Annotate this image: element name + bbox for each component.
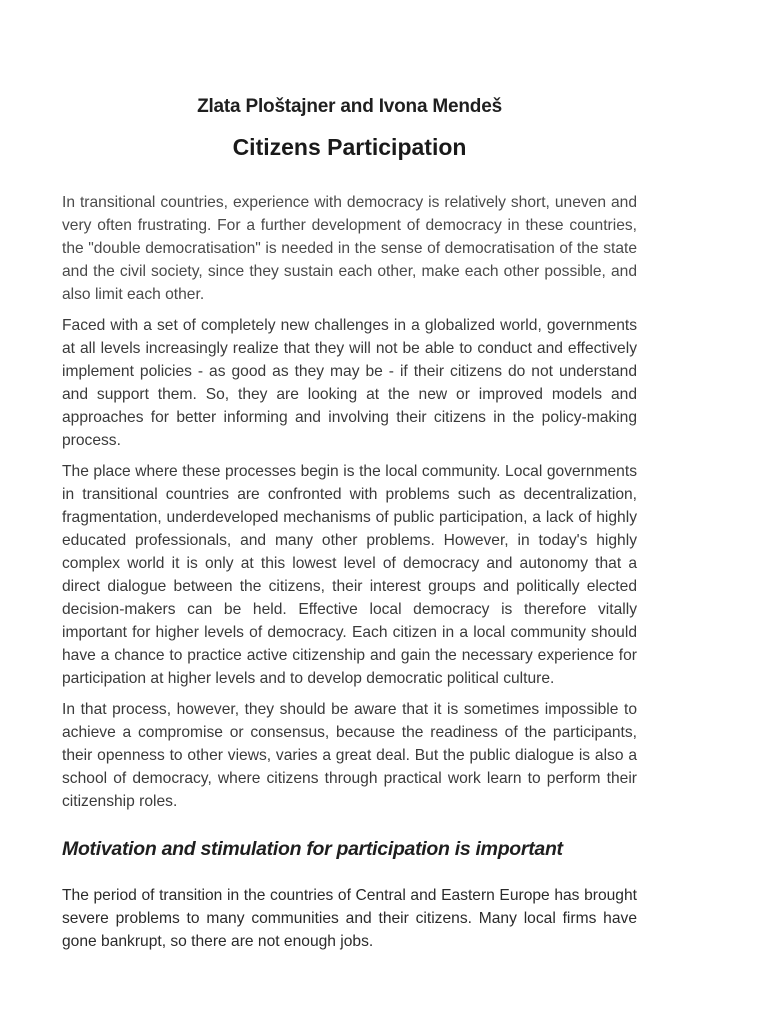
paragraph-5: The period of transition in the countries of Central and Eastern Europe has brought severe problems to many communities and their citizens. Many local firms have gone bankrupt, so there are not enough jobs.: [62, 887, 637, 950]
paragraph-4: In that process, however, they should be aware that it is sometimes impossible to achieve a compromise or consensus, because the readiness of the participants, their openness to other views, varies a great deal. But the public dialogue is also a school of democracy, where citizens through practical work learn to perform their citizenship roles.: [62, 701, 637, 810]
article-title: Citizens Participation: [232, 134, 467, 160]
section-subheading: Motivation and stimulation for participation is important: [62, 838, 563, 860]
author-names: Zlata Ploštajner and Ivona Mendeš: [197, 96, 502, 117]
paragraph-3: The place where these processes begin is the local community. Local governments in transitional countries are confronted with problems such as decentralization, fragmentation, underdeveloped mechanisms of public participation, a lack of highly educated professionals, and many other problems. However, in today's highly complex world it is only at this lowest level of democracy and autonomy that a direct dialogue between the citizens, their interest groups and politically elected decision-makers can be held. Effective local democracy is therefore vitally important for higher levels of democracy. Each citizen in a local community should have a chance to practice active citizenship and gain the necessary experience for participation at higher levels and to develop democratic political culture.: [62, 463, 637, 687]
paragraph-2: Faced with a set of completely new challenges in a globalized world, governments at all levels increasingly realize that they will not be able to conduct and effectively implement policies - as good as they may be - if their citizens do not understand and support them. So, they are looking at the new or improved models and approaches for better informing and involving their citizens in the policy-making process.: [62, 317, 637, 449]
paragraph-1: In transitional countries, experience with democracy is relatively short, uneven and very often frustrating. For a further development of democracy in these countries, the "double democratisation" is needed in the sense of democratisation of the state and the civil society, since they sustain each other, make each other possible, and also limit each other.: [62, 194, 637, 303]
document-page: [62, 93, 637, 961]
